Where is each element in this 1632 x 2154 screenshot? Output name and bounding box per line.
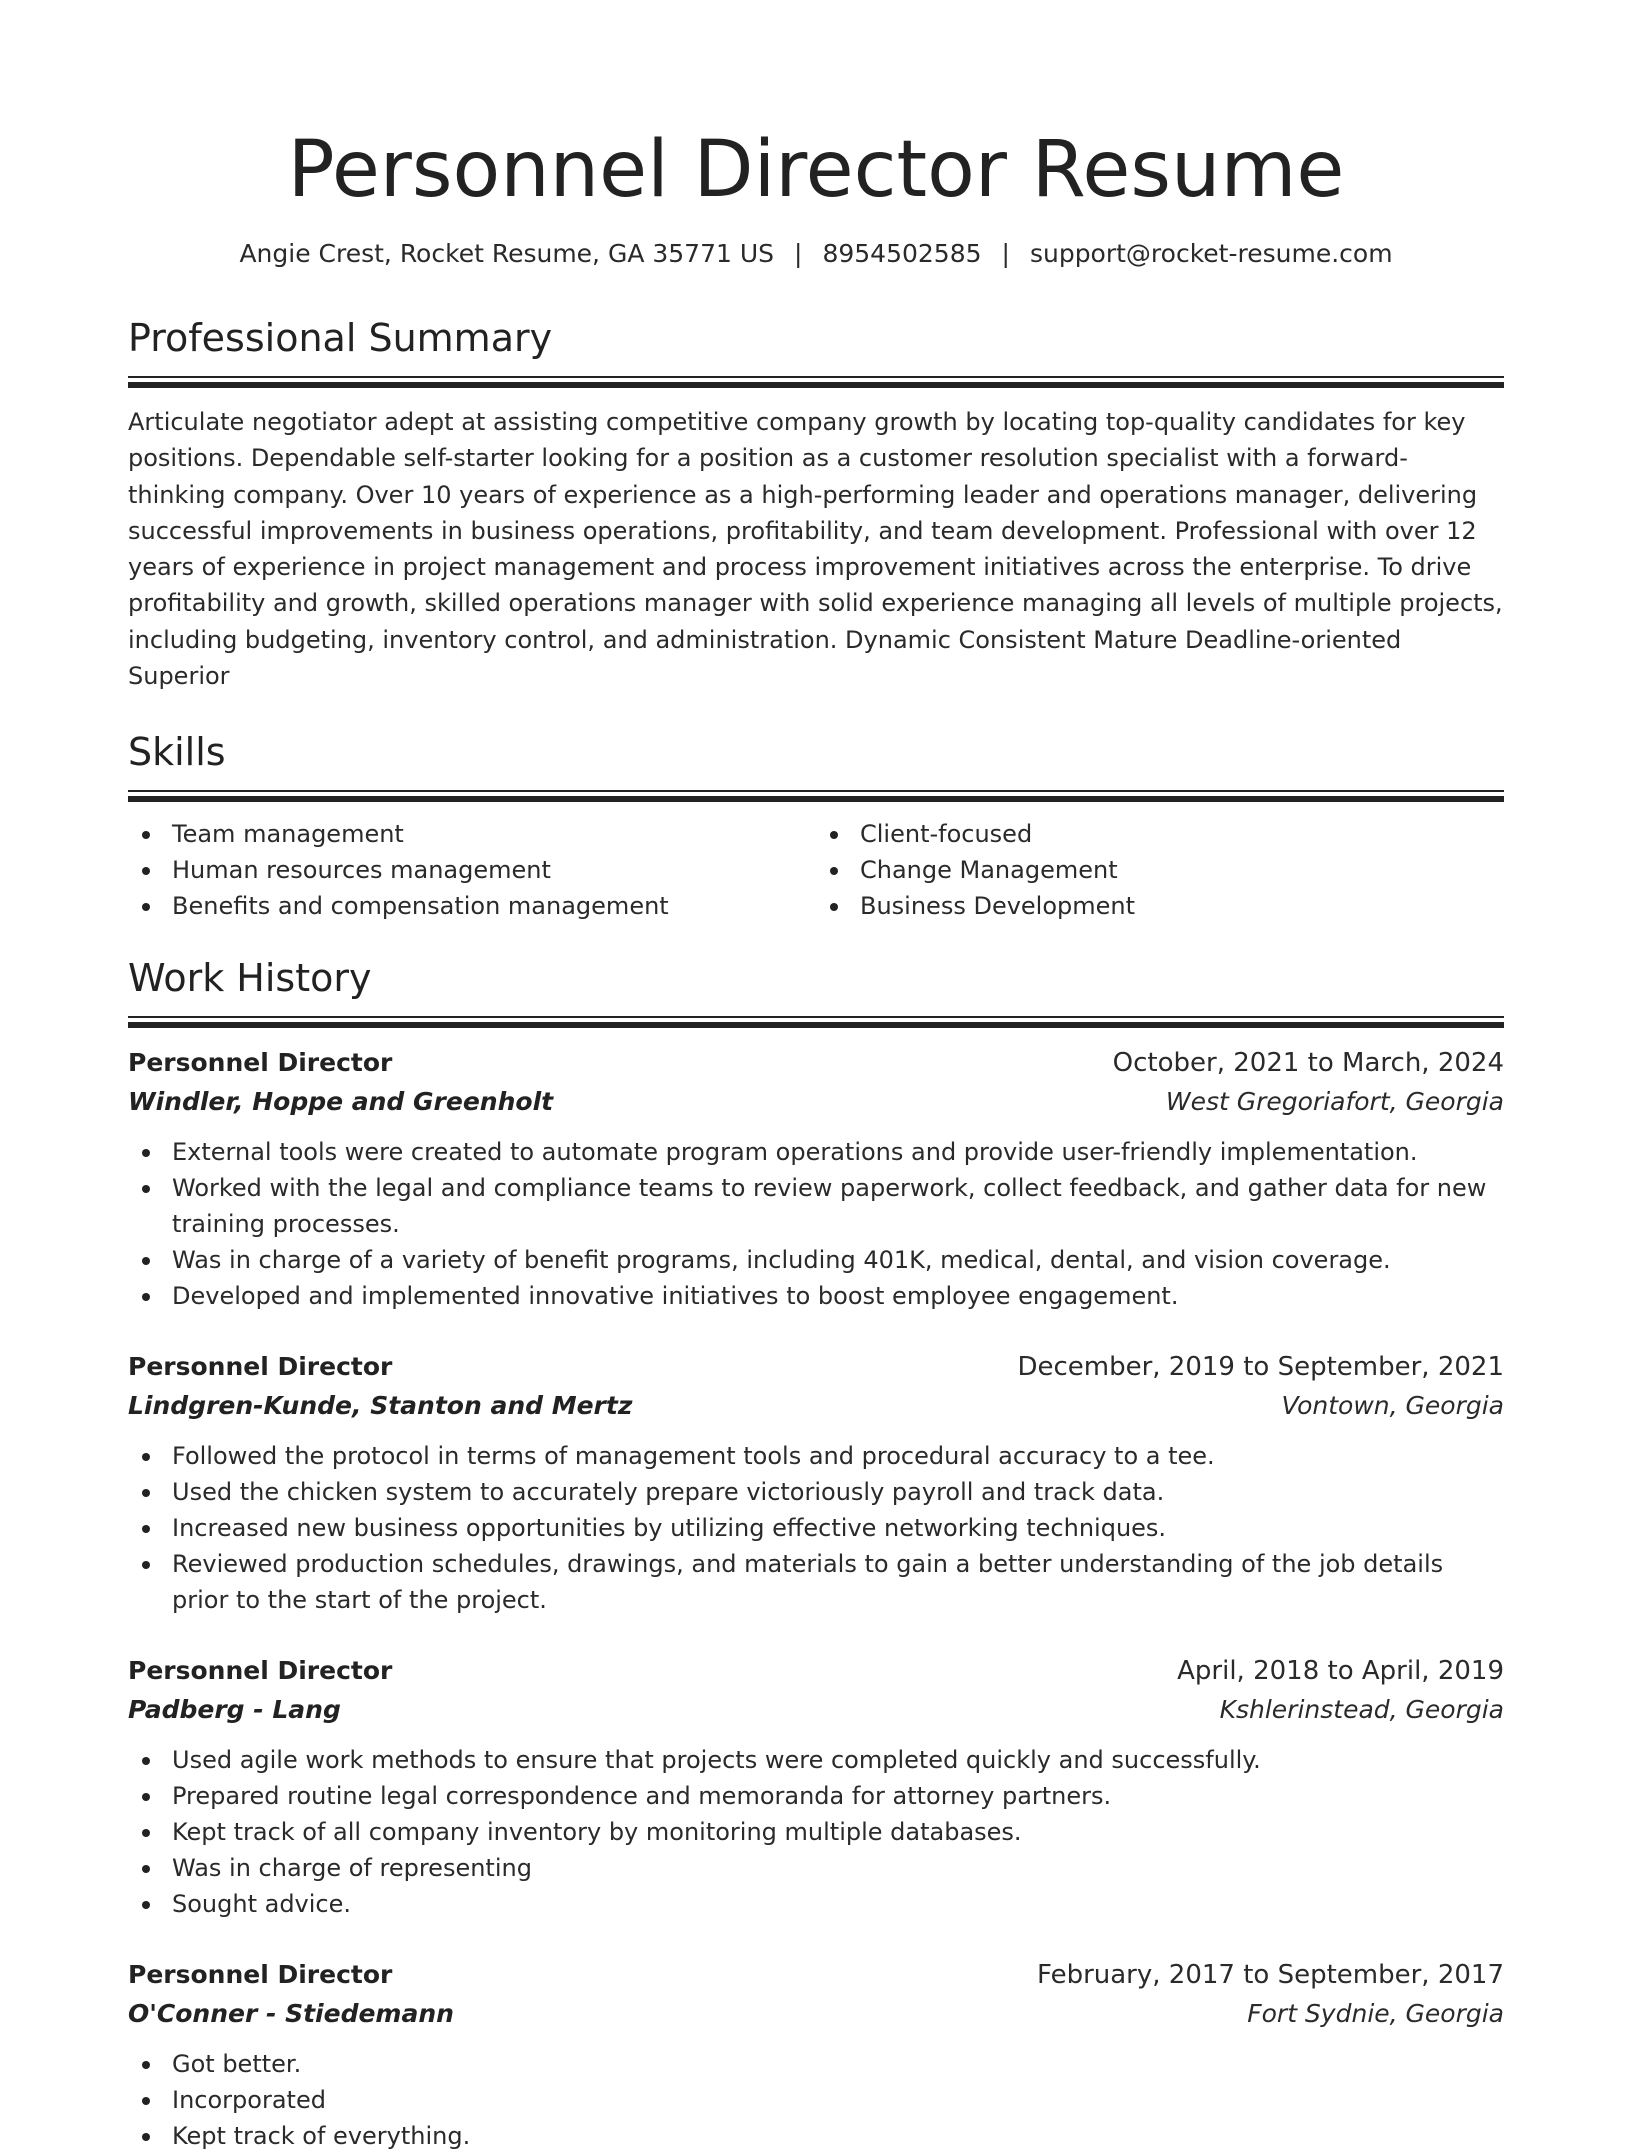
section-heading: Skills — [128, 730, 226, 775]
contact-email: support@rocket-resume.com — [1029, 239, 1393, 268]
skill-item: Client-focused — [860, 816, 1504, 852]
job-title: Personnel Director — [128, 1352, 393, 1382]
job-duties — [128, 1134, 1504, 1314]
job-location: Kshlerinstead, Georgia — [1219, 1695, 1504, 1725]
job-dates: October, 2021 to March, 2024 — [1112, 1048, 1504, 1079]
job-company: Padberg - Lang — [128, 1695, 341, 1725]
section-divider — [128, 1016, 1504, 1028]
contact-phone: 8954502585 — [822, 239, 982, 268]
section-divider — [128, 376, 1504, 388]
contact-address: Angie Crest, Rocket Resume, GA 35771 US — [239, 239, 775, 268]
section-heading: Professional Summary — [128, 316, 553, 360]
contact-separator: | — [794, 239, 803, 268]
job-location: West Gregoriafort, Georgia — [1165, 1087, 1504, 1117]
skill-item: Change Management — [860, 852, 1504, 888]
job-location: Fort Sydnie, Georgia — [1247, 1999, 1504, 2029]
job-entry — [128, 1348, 1504, 1618]
job-location: Vontown, Georgia — [1281, 1391, 1504, 1421]
job-duty-item: Used agile work methods to ensure that projects were completed quickly and successfully. — [172, 1742, 1504, 1778]
job-duty-item: Developed and implemented innovative initiatives to boost employee engagement. — [172, 1278, 1504, 1314]
work-history-section — [128, 954, 1504, 2154]
job-duty-item: Kept track of everything. — [172, 2118, 1504, 2154]
job-title: Personnel Director — [128, 1960, 393, 1990]
skill-item: Benefits and compensation management — [172, 888, 816, 924]
job-company: Windler, Hoppe and Greenholt — [128, 1087, 554, 1117]
job-title: Personnel Director — [128, 1656, 393, 1686]
job-duty-item: External tools were created to automate program operations and provide user-friendly implementation. — [172, 1134, 1504, 1170]
job-dates: April, 2018 to April, 2019 — [1177, 1656, 1504, 1687]
skills-column-left — [128, 816, 816, 924]
job-duty-item: Got better. — [172, 2046, 1504, 2082]
job-entry — [128, 1956, 1504, 2154]
job-duties — [128, 1438, 1504, 1618]
job-duty-item: Kept track of all company inventory by monitoring multiple databases. — [172, 1814, 1504, 1850]
section-divider — [128, 790, 1504, 802]
job-entry — [128, 1044, 1504, 1314]
skill-item: Team management — [172, 816, 816, 852]
page-title: Personnel Director Resume — [287, 125, 1345, 215]
job-duty-item: Was in charge of representing — [172, 1850, 1504, 1886]
contact-line — [128, 236, 1504, 272]
job-duty-item: Prepared routine legal correspondence and memoranda for attorney partners. — [172, 1778, 1504, 1814]
job-company: Lindgren-Kunde, Stanton and Mertz — [128, 1391, 633, 1421]
job-dates: December, 2019 to September, 2021 — [1017, 1352, 1504, 1383]
job-duty-item: Followed the protocol in terms of management tools and procedural accuracy to a tee. — [172, 1438, 1504, 1474]
job-dates: February, 2017 to September, 2017 — [1037, 1960, 1504, 1991]
skill-item: Human resources management — [172, 852, 816, 888]
skill-item: Business Development — [860, 888, 1504, 924]
job-entry — [128, 1652, 1504, 1922]
job-duty-item: Used the chicken system to accurately prepare victoriously payroll and track data. — [172, 1474, 1504, 1510]
job-duties — [128, 2046, 1504, 2154]
job-duty-item: Increased new business opportunities by utilizing effective networking techniques. — [172, 1510, 1504, 1546]
job-title: Personnel Director — [128, 1048, 393, 1078]
skills-column-right — [816, 816, 1504, 924]
job-duty-item: Reviewed production schedules, drawings, and materials to gain a better understanding of the job details prior to the start of the project. — [172, 1546, 1504, 1618]
skills-section — [128, 728, 1504, 924]
job-duties — [128, 1742, 1504, 1922]
summary-text: Articulate negotiator adept at assisting competitive company growth by locating top-quality candidates for key positions. Dependable self-starter looking for a position as a customer resolution specialist with a forward-thinking company. Over 10 years of experience as a high-performing leader and operations manager, delivering successful improvements in business operations, profitability, and team development. Professional with over 12 years of experience in project management and process improvement initiatives across the enterprise. To drive profitability and growth, skilled operations manager with solid experience managing all levels of multiple projects, including budgeting, inventory control, and administration. Dynamic Consistent Mature Deadline-oriented Superior — [128, 408, 1503, 691]
job-duty-item: Worked with the legal and compliance teams to review paperwork, collect feedback, and gather data for new training processes. — [172, 1170, 1504, 1242]
job-company: O'Conner - Stiedemann — [128, 1999, 454, 2029]
professional-summary-section — [128, 314, 1504, 694]
skills-grid — [128, 816, 1504, 924]
contact-separator: | — [1001, 239, 1010, 268]
job-duty-item: Sought advice. — [172, 1886, 1504, 1922]
job-duty-item: Incorporated — [172, 2082, 1504, 2118]
section-heading: Work History — [128, 956, 372, 1001]
job-duty-item: Was in charge of a variety of benefit programs, including 401K, medical, dental, and vision coverage. — [172, 1242, 1504, 1278]
resume-page — [128, 0, 1504, 2154]
